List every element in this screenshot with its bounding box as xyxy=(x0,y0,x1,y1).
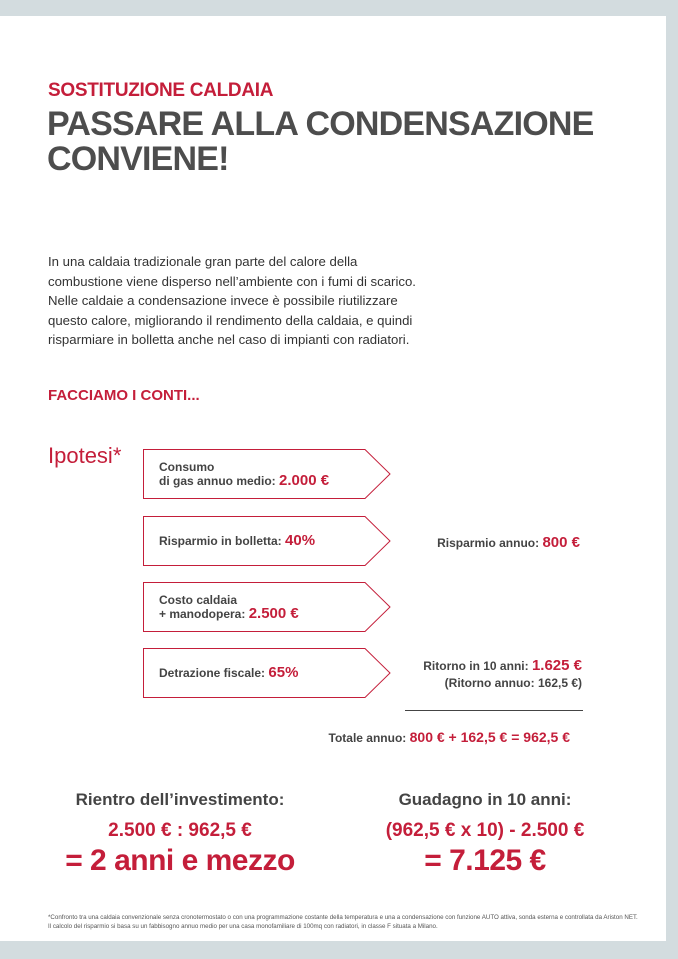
footnote: *Confronto tra una caldaia convenzionale senza cronotermostato o con una programmazione costante della temperatura e una a condensazione con funzione AUTO attiva, sonda esterna e controllata da Ariston NET. Il calcolo del risparmio si basa su un fabbisogno annuo medio per una casa monofamiliare di 100mq con radiatori, in classe F situata a Milano. xyxy=(48,914,638,930)
section-kicker: SOSTITUZIONE CALDAIA xyxy=(48,80,274,101)
gain-title: Guadagno in 10 anni: xyxy=(398,790,572,809)
payback-value: = 2 anni e mezzo xyxy=(65,844,295,877)
headline-line-2: CONVIENE! xyxy=(47,140,229,178)
hypothesis-label: Ipotesi* xyxy=(48,443,122,468)
intro-line: In una caldaia tradizionale gran parte del calore della xyxy=(48,254,358,269)
annual-total: Totale annuo: 800 € + 162,5 € = 962,5 € xyxy=(328,729,570,745)
annual-saving: Risparmio annuo: 800 € xyxy=(437,534,580,551)
arrow-label-line2: di gas annuo medio: 2.000 € xyxy=(159,472,330,489)
hypothesis-arrow-boiler-cost xyxy=(143,582,391,632)
arrow-label-line2: + manodopera: 2.500 € xyxy=(159,605,299,622)
return-10-years: Ritorno in 10 anni: 1.625 € (Ritorno annuo: 162,5 €) xyxy=(423,657,582,690)
gain-result xyxy=(345,790,625,878)
hypothesis-arrow-bill-saving xyxy=(143,516,391,566)
annual-return-note: (Ritorno annuo: 162,5 €) xyxy=(444,676,582,690)
page-title xyxy=(47,107,627,177)
payback-title: Rientro dell’investimento: xyxy=(75,790,285,809)
annual-total-value: 800 € + 162,5 € = 962,5 € xyxy=(409,729,570,745)
gain-value: = 7.125 € xyxy=(424,844,546,877)
arrow-label-line1: Consumo xyxy=(159,460,215,474)
section-title: FACCIAMO I CONTI... xyxy=(48,387,200,404)
bill-saving-value: 40% xyxy=(285,532,316,549)
headline-line-1: PASSARE ALLA CONDENSAZIONE xyxy=(47,105,594,143)
payback-calculation: 2.500 € : 962,5 € xyxy=(108,820,252,841)
arrow-label-line2: Detrazione fiscale: 65% xyxy=(159,664,299,681)
brochure-page xyxy=(0,16,666,941)
payback-result xyxy=(40,790,320,878)
intro-line: Nelle caldaie a condensazione invece è possibile riutilizzare xyxy=(48,293,398,308)
return-10-years-value: 1.625 € xyxy=(531,657,582,674)
intro-line: risparmiare in bolletta anche nel caso di impianti con radiatori. xyxy=(48,332,410,347)
gain-calculation: (962,5 € x 10) - 2.500 € xyxy=(385,820,585,841)
annual-saving-value: 800 € xyxy=(542,534,580,551)
hypothesis-arrow-gas-consumption xyxy=(143,449,391,499)
gas-consumption-value: 2.000 € xyxy=(279,472,330,489)
boiler-cost-value: 2.500 € xyxy=(248,605,299,622)
intro-line: combustione viene disperso nell’ambiente con i fumi di scarico. xyxy=(48,273,416,289)
arrow-label-line1: Costo caldaia xyxy=(159,593,238,607)
intro-line: questo calore, migliorando il rendimento della caldaia, e quindi xyxy=(48,312,413,328)
arrow-label-line2: Risparmio in bolletta: 40% xyxy=(159,532,316,549)
tax-deduction-value: 65% xyxy=(268,664,299,681)
hypothesis-arrow-tax-deduction xyxy=(143,648,391,698)
divider xyxy=(405,710,583,711)
intro-paragraph xyxy=(48,252,468,350)
